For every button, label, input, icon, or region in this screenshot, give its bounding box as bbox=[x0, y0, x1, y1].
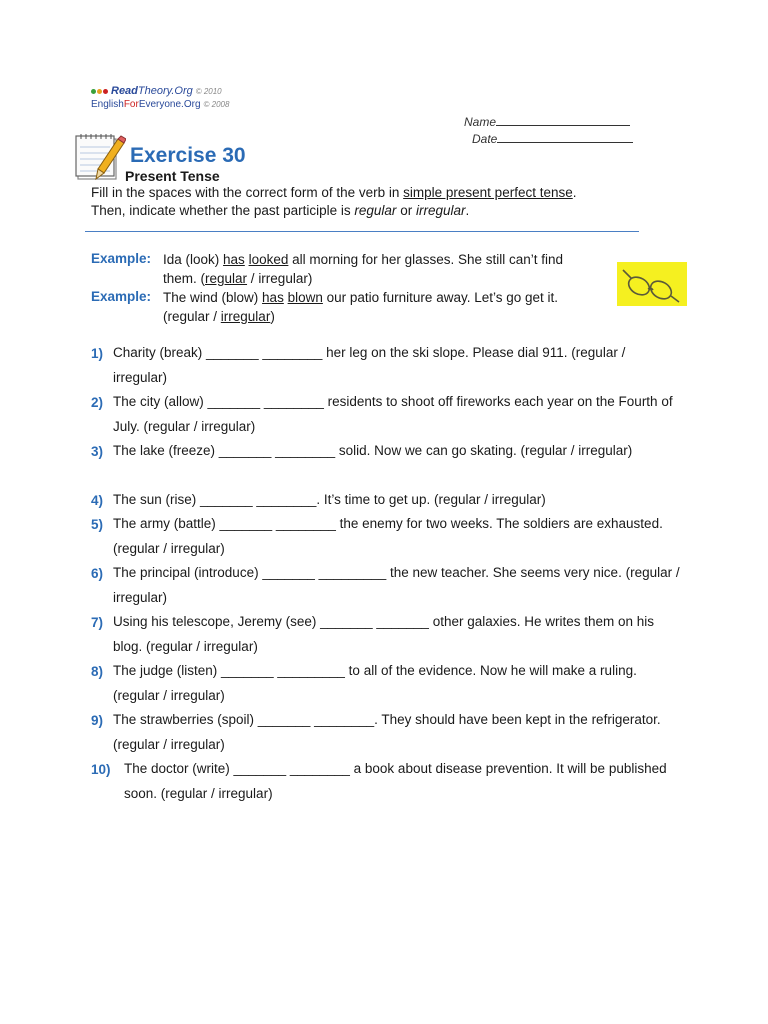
instructions-line-1 bbox=[91, 184, 691, 202]
name-label: Name bbox=[464, 115, 497, 129]
green-dot-icon bbox=[91, 89, 96, 94]
site-logos bbox=[91, 84, 229, 112]
instr-tense: simple present perfect tense bbox=[403, 185, 573, 200]
date-field[interactable] bbox=[472, 131, 633, 146]
question-4: The sun (rise) _______ ________. It’s time to get up. (regular / irregular) bbox=[113, 492, 546, 507]
instr-regular: regular bbox=[354, 203, 397, 218]
instructions bbox=[91, 184, 691, 220]
question-1: Charity (break) _______ ________ her leg on the ski slope. Please dial 911. (regular / irregular) bbox=[113, 345, 626, 385]
question-number-6: 6) bbox=[91, 566, 104, 581]
example-label-2: Example: bbox=[91, 289, 152, 304]
logo-read-text: Read bbox=[111, 85, 138, 97]
question-number-7: 7) bbox=[91, 615, 104, 630]
orange-dot-icon bbox=[97, 89, 102, 94]
instr-text-1: Fill in the spaces with the correct form of the verb in bbox=[91, 185, 404, 200]
question-number-5: 5) bbox=[91, 517, 104, 532]
date-blank[interactable] bbox=[497, 131, 633, 143]
example-2-slash: / bbox=[209, 309, 221, 324]
example-2-aux: has bbox=[262, 290, 284, 305]
example-1-close: ) bbox=[307, 271, 313, 286]
example-2-post: our patio furniture away. Let’s go get it. ( bbox=[163, 290, 559, 324]
instr-text-2: . bbox=[572, 185, 577, 200]
question-number-2: 2) bbox=[91, 395, 104, 410]
date-label: Date bbox=[472, 132, 498, 146]
instr-irregular: irregular bbox=[415, 203, 466, 218]
englishforeveryone-logo bbox=[91, 98, 229, 112]
question-3: The lake (freeze) _______ ________ solid. Now we can go skating. (regular / irregular) bbox=[113, 443, 633, 458]
exercise-subtitle: Present Tense bbox=[125, 168, 220, 184]
instr-end: . bbox=[465, 203, 470, 218]
instructions-line-2 bbox=[91, 202, 691, 220]
example-1-pre: Ida (look) bbox=[163, 252, 224, 267]
red-dot-icon bbox=[103, 89, 108, 94]
example-2-pre: The wind (blow) bbox=[163, 290, 263, 305]
question-5: The army (battle) _______ ________ the enemy for two weeks. The soldiers are exhausted. (regular / irregular) bbox=[113, 516, 663, 556]
question-6: The principal (introduce) _______ _________ the new teacher. She seems very nice. (regular / irregular) bbox=[113, 565, 680, 605]
example-2-close: ) bbox=[270, 309, 275, 324]
glasses-icon bbox=[617, 262, 687, 306]
question-8: The judge (listen) _______ _________ to all of the evidence. Now he will make a ruling. (regular / irregular) bbox=[113, 663, 637, 703]
divider bbox=[85, 231, 639, 232]
logo-theory-text: Theory.Org bbox=[137, 85, 193, 97]
example-1-slash: / bbox=[247, 271, 259, 286]
example-label-1: Example: bbox=[91, 251, 152, 266]
notepad-pencil-icon bbox=[74, 133, 126, 188]
question-9: The strawberries (spoil) _______ ________. They should have been kept in the refrigerator. (regular / irregular) bbox=[113, 712, 661, 752]
question-2: The city (allow) _______ ________ residents to shoot off fireworks each year on the Fourth of July. (regular / irregular) bbox=[113, 394, 673, 434]
example-1-post: all morning for her glasses. She still can’t find them. ( bbox=[163, 252, 564, 286]
question-number-9: 9) bbox=[91, 713, 104, 728]
logo2-copyright: © 2008 bbox=[203, 100, 230, 109]
logo2-part-b: For bbox=[123, 99, 139, 110]
question-number-1: 1) bbox=[91, 346, 104, 361]
name-blank[interactable] bbox=[496, 114, 630, 126]
example-2 bbox=[163, 288, 603, 326]
question-number-3: 3) bbox=[91, 444, 104, 459]
example-1 bbox=[163, 250, 593, 288]
example-2-participle: blown bbox=[287, 290, 323, 305]
example-1-aux: has bbox=[223, 252, 245, 267]
logo1-copyright: © 2010 bbox=[195, 87, 222, 96]
example-2-irregular: irregular bbox=[220, 309, 271, 324]
instr-text-3: Then, indicate whether the past participle is bbox=[91, 203, 355, 218]
example-1-irregular: irregular bbox=[258, 271, 308, 286]
question-number-8: 8) bbox=[91, 664, 104, 679]
instr-or: or bbox=[396, 203, 416, 218]
exercise-title: Exercise 30 bbox=[130, 144, 246, 167]
logo2-part-a: English bbox=[91, 99, 124, 110]
logo2-part-c: Everyone.Org bbox=[138, 99, 201, 110]
question-number-10: 10) bbox=[91, 762, 111, 777]
question-number-4: 4) bbox=[91, 493, 104, 508]
question-10: The doctor (write) _______ ________ a book about disease prevention. It will be published soon. (regular / irregular) bbox=[124, 761, 667, 801]
example-1-participle: looked bbox=[248, 252, 289, 267]
readtheory-logo bbox=[91, 84, 229, 98]
example-2-regular: regular bbox=[167, 309, 210, 324]
question-7: Using his telescope, Jeremy (see) _______ _______ other galaxies. He writes them on his blog. (regular / irregular) bbox=[113, 614, 655, 654]
name-field[interactable] bbox=[464, 114, 630, 129]
example-1-regular: regular bbox=[205, 271, 248, 286]
